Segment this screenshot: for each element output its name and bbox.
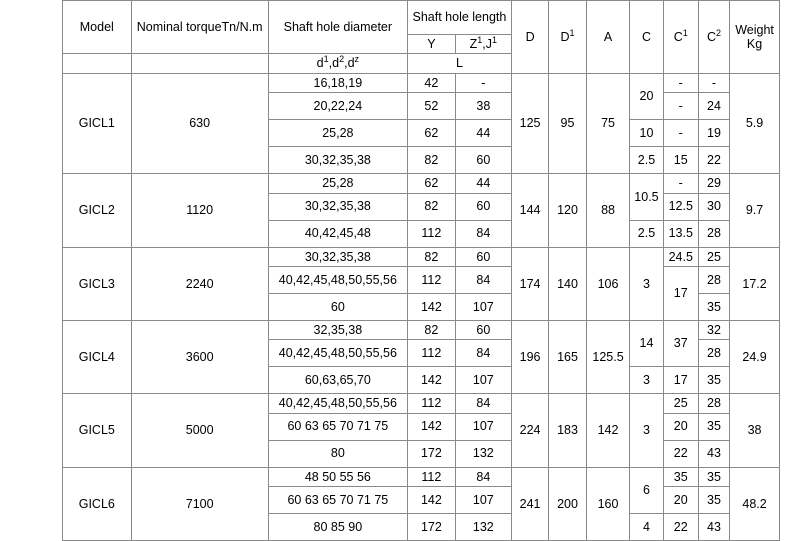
- cell-diameter: 80 85 90: [268, 514, 407, 541]
- cell-C1: 20: [663, 413, 698, 440]
- header-y: Y: [407, 35, 455, 54]
- cell-D: 174: [511, 247, 548, 320]
- cell-weight: 38: [730, 394, 780, 467]
- header-nominal-torque: Nominal torqueTn/N.m: [131, 1, 268, 54]
- cell-C2: 43: [698, 440, 729, 467]
- cell-diameter: 60 63 65 70 71 75: [268, 487, 407, 514]
- cell-D1: 140: [549, 247, 586, 320]
- cell-C2: 28: [698, 394, 729, 413]
- header-model: Model: [63, 1, 132, 54]
- cell-y: 42: [407, 73, 455, 92]
- cell-torque: 7100: [131, 467, 268, 540]
- cell-C1: 24.5: [663, 247, 698, 266]
- cell-y: 142: [407, 367, 455, 394]
- cell-C2: 35: [698, 487, 729, 514]
- cell-C2: 35: [698, 367, 729, 394]
- cell-C1: 25: [663, 394, 698, 413]
- cell-D: 224: [511, 394, 548, 467]
- cell-diameter: 40,42,45,48,50,55,56: [268, 340, 407, 367]
- cell-z: 84: [455, 467, 511, 486]
- cell-A: 160: [586, 467, 630, 540]
- cell-C2: 28: [698, 220, 729, 247]
- cell-weight: 48.2: [730, 467, 780, 540]
- cell-diameter: 30,32,35,38: [268, 247, 407, 266]
- header-C1: $C^1$: [663, 1, 698, 74]
- cell-y: 82: [407, 193, 455, 220]
- cell-y: 82: [407, 247, 455, 266]
- cell-D1: 95: [549, 73, 586, 173]
- cell-z: 60: [455, 247, 511, 266]
- header-spacer-model: [63, 54, 132, 73]
- header-z1-j1: $Z^1,J^1$: [455, 35, 511, 54]
- header-shaft-hole-length: Shaft hole length: [407, 1, 511, 35]
- header-D: D: [511, 1, 548, 74]
- cell-y: 62: [407, 174, 455, 193]
- cell-D: 125: [511, 73, 548, 173]
- header-shaft-hole-diameter: Shaft hole diameter: [268, 1, 407, 54]
- cell-D: 241: [511, 467, 548, 540]
- header-spacer-torque: [131, 54, 268, 73]
- header-C2: $C^2$: [698, 1, 729, 74]
- cell-model: GICL3: [63, 247, 132, 320]
- cell-C1: 35: [663, 467, 698, 486]
- cell-z: 107: [455, 367, 511, 394]
- cell-diameter: 30,32,35,38: [268, 193, 407, 220]
- cell-C: 3: [630, 394, 663, 467]
- cell-C2: 30: [698, 193, 729, 220]
- cell-z: 84: [455, 220, 511, 247]
- cell-C2: 35: [698, 467, 729, 486]
- cell-C: 10: [630, 120, 663, 147]
- cell-weight: 5.9: [730, 73, 780, 173]
- coupling-spec-table: [62, 0, 780, 541]
- cell-C: 14: [630, 320, 663, 366]
- cell-C1: 15: [663, 147, 698, 174]
- cell-C2: 24: [698, 93, 729, 120]
- cell-z: 44: [455, 174, 511, 193]
- cell-z: 107: [455, 413, 511, 440]
- cell-C2: 35: [698, 293, 729, 320]
- cell-diameter: 16,18,19: [268, 73, 407, 92]
- cell-torque: 5000: [131, 394, 268, 467]
- cell-A: 75: [586, 73, 630, 173]
- table-row: [63, 320, 780, 339]
- cell-diameter: 60,63,65,70: [268, 367, 407, 394]
- table-row: [63, 467, 780, 486]
- cell-model: GICL6: [63, 467, 132, 540]
- cell-y: 142: [407, 413, 455, 440]
- cell-C1: 17: [663, 266, 698, 320]
- cell-torque: 2240: [131, 247, 268, 320]
- table-row: [63, 394, 780, 413]
- cell-D1: 120: [549, 174, 586, 247]
- table-row: [63, 174, 780, 193]
- cell-C1: 13.5: [663, 220, 698, 247]
- cell-C2: 43: [698, 514, 729, 541]
- cell-C2: 25: [698, 247, 729, 266]
- cell-y: 112: [407, 467, 455, 486]
- cell-y: 172: [407, 514, 455, 541]
- cell-y: 142: [407, 293, 455, 320]
- cell-z: 84: [455, 394, 511, 413]
- cell-C1: 12.5: [663, 193, 698, 220]
- table-row: [63, 73, 780, 92]
- cell-diameter: 20,22,24: [268, 93, 407, 120]
- cell-C1: -: [663, 73, 698, 92]
- cell-D1: 165: [549, 320, 586, 393]
- table-body: [63, 73, 780, 540]
- cell-diameter: 25,28: [268, 120, 407, 147]
- cell-diameter: 25,28: [268, 174, 407, 193]
- cell-D: 196: [511, 320, 548, 393]
- cell-C1: -: [663, 93, 698, 120]
- cell-y: 82: [407, 147, 455, 174]
- cell-z: 84: [455, 266, 511, 293]
- cell-A: 125.5: [586, 320, 630, 393]
- cell-C2: 22: [698, 147, 729, 174]
- cell-C1: 37: [663, 320, 698, 366]
- cell-weight: 24.9: [730, 320, 780, 393]
- cell-z: 132: [455, 514, 511, 541]
- cell-C: 3: [630, 247, 663, 320]
- cell-A: 88: [586, 174, 630, 247]
- table-header: [63, 1, 780, 74]
- cell-D: 144: [511, 174, 548, 247]
- cell-diameter: 40,42,45,48,50,55,56: [268, 266, 407, 293]
- cell-D1: 200: [549, 467, 586, 540]
- cell-C2: -: [698, 73, 729, 92]
- cell-diameter: 80: [268, 440, 407, 467]
- cell-model: GICL4: [63, 320, 132, 393]
- cell-C: 2.5: [630, 220, 663, 247]
- cell-z: 60: [455, 320, 511, 339]
- cell-z: 107: [455, 293, 511, 320]
- cell-y: 112: [407, 220, 455, 247]
- cell-y: 52: [407, 93, 455, 120]
- cell-diameter: 60 63 65 70 71 75: [268, 413, 407, 440]
- cell-A: 142: [586, 394, 630, 467]
- cell-C: 10.5: [630, 174, 663, 220]
- cell-C1: -: [663, 174, 698, 193]
- cell-y: 112: [407, 340, 455, 367]
- cell-z: 107: [455, 487, 511, 514]
- cell-diameter: 30,32,35,38: [268, 147, 407, 174]
- cell-C1: 20: [663, 487, 698, 514]
- cell-torque: 630: [131, 73, 268, 173]
- header-weight-line2: Kg: [746, 36, 763, 51]
- cell-C1: 22: [663, 440, 698, 467]
- cell-C: 2.5: [630, 147, 663, 174]
- cell-y: 62: [407, 120, 455, 147]
- cell-C: 20: [630, 73, 663, 119]
- cell-diameter: 40,42,45,48: [268, 220, 407, 247]
- cell-z: 60: [455, 147, 511, 174]
- cell-model: GICL1: [63, 73, 132, 173]
- header-length-symbol: L: [407, 54, 511, 73]
- cell-diameter: 60: [268, 293, 407, 320]
- cell-C1: 17: [663, 367, 698, 394]
- cell-weight: 17.2: [730, 247, 780, 320]
- cell-y: 112: [407, 394, 455, 413]
- cell-C: 3: [630, 367, 663, 394]
- cell-model: GICL5: [63, 394, 132, 467]
- header-A: A: [586, 1, 630, 74]
- cell-torque: 1120: [131, 174, 268, 247]
- table-row: [63, 247, 780, 266]
- cell-z: 60: [455, 193, 511, 220]
- cell-diameter: 48 50 55 56: [268, 467, 407, 486]
- header-weight: [730, 1, 780, 74]
- cell-C2: 28: [698, 266, 729, 293]
- cell-diameter: 32,35,38: [268, 320, 407, 339]
- cell-y: 112: [407, 266, 455, 293]
- cell-C1: -: [663, 120, 698, 147]
- cell-C: 4: [630, 514, 663, 541]
- cell-z: 44: [455, 120, 511, 147]
- cell-z: 132: [455, 440, 511, 467]
- cell-C1: 22: [663, 514, 698, 541]
- cell-C2: 29: [698, 174, 729, 193]
- header-weight-line1: Weight: [735, 22, 774, 37]
- cell-z: 84: [455, 340, 511, 367]
- cell-A: 106: [586, 247, 630, 320]
- cell-z: 38: [455, 93, 511, 120]
- cell-y: 172: [407, 440, 455, 467]
- cell-diameter: 40,42,45,48,50,55,56: [268, 394, 407, 413]
- cell-C2: 35: [698, 413, 729, 440]
- header-D1: $D^1$: [549, 1, 586, 74]
- cell-y: 82: [407, 320, 455, 339]
- cell-weight: 9.7: [730, 174, 780, 247]
- cell-C2: 32: [698, 320, 729, 339]
- cell-C2: 28: [698, 340, 729, 367]
- cell-C: 6: [630, 467, 663, 513]
- cell-z: -: [455, 73, 511, 92]
- cell-y: 142: [407, 487, 455, 514]
- cell-torque: 3600: [131, 320, 268, 393]
- cell-model: GICL2: [63, 174, 132, 247]
- cell-C2: 19: [698, 120, 729, 147]
- cell-D1: 183: [549, 394, 586, 467]
- header-C: C: [630, 1, 663, 74]
- header-diameter-symbols: $d^1,d^2,d^z$: [268, 54, 407, 73]
